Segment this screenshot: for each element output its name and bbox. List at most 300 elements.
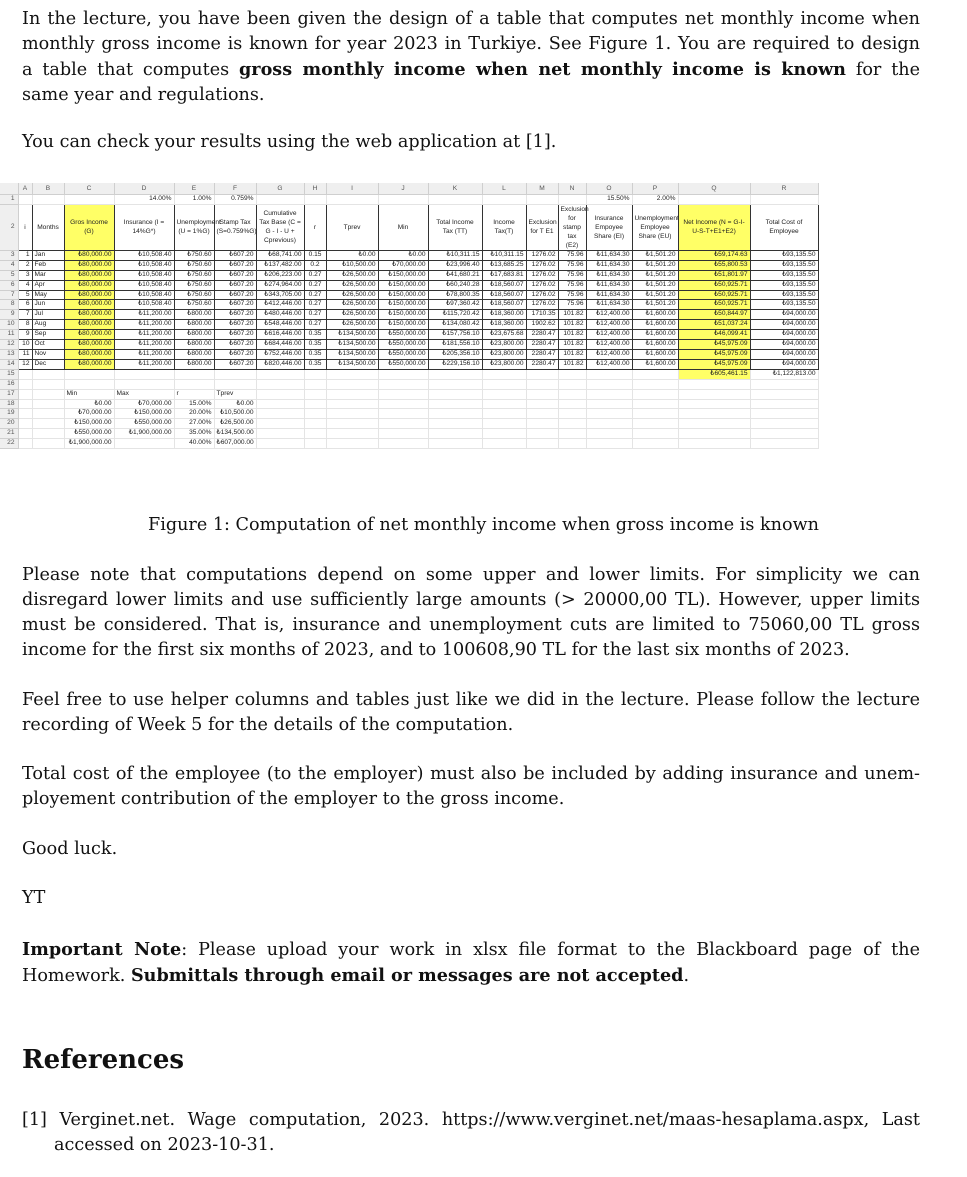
data-cell[interactable]: ₺11,634.30: [586, 300, 632, 310]
column-letter[interactable]: A: [18, 183, 32, 195]
data-cell[interactable]: ₺26,500.00: [326, 300, 378, 310]
rate-cell[interactable]: 2.00%: [632, 195, 678, 205]
data-cell[interactable]: 10: [18, 340, 32, 350]
column-letter[interactable]: M: [526, 183, 558, 195]
row-number[interactable]: 2: [0, 204, 18, 250]
column-letter[interactable]: R: [750, 183, 818, 195]
data-cell[interactable]: Jun: [32, 300, 64, 310]
data-cell[interactable]: ₺93,135.50: [750, 250, 818, 260]
row-number[interactable]: 13: [0, 349, 18, 359]
data-cell[interactable]: ₺10,508.40: [114, 290, 174, 300]
data-cell[interactable]: 101.82: [558, 340, 586, 350]
cell[interactable]: [482, 379, 526, 389]
data-cell[interactable]: 0.27: [304, 310, 326, 320]
data-cell[interactable]: ₺80,000.00: [64, 349, 114, 359]
data-cell[interactable]: 11: [18, 349, 32, 359]
bracket-cell[interactable]: 35.00%: [174, 429, 214, 439]
data-cell[interactable]: ₺80,000.00: [64, 310, 114, 320]
bracket-cell[interactable]: ₺607,000.00: [214, 439, 256, 449]
data-cell[interactable]: ₺134,500.00: [326, 330, 378, 340]
data-cell[interactable]: ₺181,556.10: [428, 340, 482, 350]
data-cell[interactable]: ₺11,634.30: [586, 260, 632, 270]
data-cell[interactable]: ₺412,446.00: [256, 300, 304, 310]
cell[interactable]: [256, 389, 304, 399]
bracket-cell[interactable]: 20.00%: [174, 409, 214, 419]
row-number[interactable]: 20: [0, 419, 18, 429]
cell[interactable]: [526, 409, 558, 419]
data-cell[interactable]: 1276.02: [526, 290, 558, 300]
data-cell[interactable]: ₺94,000.00: [750, 359, 818, 369]
data-cell[interactable]: ₺10,500.00: [326, 260, 378, 270]
bracket-cell[interactable]: 40.00%: [174, 439, 214, 449]
cell[interactable]: [526, 439, 558, 449]
cell[interactable]: [558, 369, 586, 379]
data-cell[interactable]: ₺150,000.00: [378, 270, 428, 280]
data-cell[interactable]: 12: [18, 359, 32, 369]
data-cell[interactable]: ₺115,720.42: [428, 310, 482, 320]
data-cell[interactable]: ₺1,600.00: [632, 349, 678, 359]
bracket-cell[interactable]: ₺0.00: [64, 399, 114, 409]
cell[interactable]: [428, 399, 482, 409]
data-cell[interactable]: 1276.02: [526, 260, 558, 270]
cell[interactable]: [750, 419, 818, 429]
column-header[interactable]: Income Tax(T): [482, 204, 526, 250]
data-cell[interactable]: ₺80,000.00: [64, 320, 114, 330]
data-cell[interactable]: ₺93,135.50: [750, 260, 818, 270]
data-cell[interactable]: ₺800.00: [174, 349, 214, 359]
bracket-cell[interactable]: ₺150,000.00: [64, 419, 114, 429]
cell[interactable]: [678, 399, 750, 409]
data-cell[interactable]: ₺229,156.10: [428, 359, 482, 369]
column-header[interactable]: Total Income Tax (TT): [428, 204, 482, 250]
data-cell[interactable]: ₺45,975.09: [678, 340, 750, 350]
cell[interactable]: [482, 195, 526, 205]
data-cell[interactable]: 75.96: [558, 260, 586, 270]
data-cell[interactable]: ₺23,675.68: [482, 330, 526, 340]
data-cell[interactable]: 5: [18, 290, 32, 300]
data-cell[interactable]: ₺616,446.00: [256, 330, 304, 340]
data-cell[interactable]: ₺23,800.00: [482, 340, 526, 350]
cell[interactable]: [586, 409, 632, 419]
data-cell[interactable]: 75.96: [558, 270, 586, 280]
data-cell[interactable]: ₺1,600.00: [632, 310, 678, 320]
cell[interactable]: [586, 389, 632, 399]
cell[interactable]: [750, 379, 818, 389]
bracket-cell[interactable]: r: [174, 389, 214, 399]
cell[interactable]: [428, 439, 482, 449]
cell[interactable]: [378, 429, 428, 439]
bracket-cell[interactable]: ₺70,000.00: [114, 399, 174, 409]
data-cell[interactable]: ₺607.20: [214, 330, 256, 340]
row-number[interactable]: 9: [0, 310, 18, 320]
cell[interactable]: [428, 369, 482, 379]
data-cell[interactable]: 2280.47: [526, 330, 558, 340]
data-cell[interactable]: ₺752,446.00: [256, 349, 304, 359]
data-cell[interactable]: ₺550,000.00: [378, 349, 428, 359]
data-cell[interactable]: ₺750.60: [174, 270, 214, 280]
data-cell[interactable]: ₺800.00: [174, 340, 214, 350]
column-letter[interactable]: L: [482, 183, 526, 195]
rate-cell[interactable]: 15.50%: [586, 195, 632, 205]
cell[interactable]: [750, 389, 818, 399]
cell[interactable]: [750, 399, 818, 409]
cell[interactable]: [214, 379, 256, 389]
data-cell[interactable]: ₺23,996.40: [428, 260, 482, 270]
data-cell[interactable]: ₺10,508.40: [114, 250, 174, 260]
data-cell[interactable]: ₺1,600.00: [632, 340, 678, 350]
cell[interactable]: [378, 439, 428, 449]
data-cell[interactable]: ₺11,200.00: [114, 349, 174, 359]
data-cell[interactable]: ₺11,634.30: [586, 250, 632, 260]
bracket-cell[interactable]: 27.00%: [174, 419, 214, 429]
data-cell[interactable]: ₺93,135.50: [750, 300, 818, 310]
data-cell[interactable]: Aug: [32, 320, 64, 330]
cell[interactable]: [378, 379, 428, 389]
cell[interactable]: [326, 399, 378, 409]
row-number[interactable]: 17: [0, 389, 18, 399]
data-cell[interactable]: ₺800.00: [174, 320, 214, 330]
cell[interactable]: [428, 409, 482, 419]
bracket-cell[interactable]: Min: [64, 389, 114, 399]
cell[interactable]: [18, 195, 32, 205]
cell[interactable]: [64, 195, 114, 205]
cell[interactable]: [256, 379, 304, 389]
cell[interactable]: [526, 195, 558, 205]
data-cell[interactable]: ₺150,000.00: [378, 310, 428, 320]
data-cell[interactable]: Apr: [32, 280, 64, 290]
data-cell[interactable]: ₺1,501.20: [632, 250, 678, 260]
data-cell[interactable]: 1: [18, 250, 32, 260]
data-cell[interactable]: ₺93,135.50: [750, 280, 818, 290]
data-cell[interactable]: ₺607.20: [214, 340, 256, 350]
data-cell[interactable]: ₺18,560.07: [482, 300, 526, 310]
row-number[interactable]: 11: [0, 330, 18, 340]
bracket-cell[interactable]: [114, 439, 174, 449]
cell[interactable]: [428, 195, 482, 205]
data-cell[interactable]: 75.96: [558, 280, 586, 290]
data-cell[interactable]: 0.35: [304, 330, 326, 340]
row-number[interactable]: 16: [0, 379, 18, 389]
data-cell[interactable]: ₺150,000.00: [378, 320, 428, 330]
data-cell[interactable]: ₺97,360.42: [428, 300, 482, 310]
data-cell[interactable]: ₺11,200.00: [114, 310, 174, 320]
cell[interactable]: [750, 429, 818, 439]
data-cell[interactable]: ₺45,975.09: [678, 349, 750, 359]
row-number[interactable]: 21: [0, 429, 18, 439]
column-letter[interactable]: I: [326, 183, 378, 195]
cell[interactable]: [526, 399, 558, 409]
data-cell[interactable]: ₺78,800.35: [428, 290, 482, 300]
column-letter[interactable]: F: [214, 183, 256, 195]
data-cell[interactable]: 0.27: [304, 300, 326, 310]
data-cell[interactable]: ₺50,925.71: [678, 300, 750, 310]
cell[interactable]: [18, 369, 32, 379]
cell[interactable]: [586, 399, 632, 409]
cell[interactable]: [632, 409, 678, 419]
data-cell[interactable]: ₺137,482.00: [256, 260, 304, 270]
cell[interactable]: [32, 379, 64, 389]
data-cell[interactable]: 101.82: [558, 310, 586, 320]
rate-cell[interactable]: 0.759%: [214, 195, 256, 205]
cell[interactable]: [326, 409, 378, 419]
column-header[interactable]: Total Cost of Employee: [750, 204, 818, 250]
data-cell[interactable]: 101.82: [558, 349, 586, 359]
data-cell[interactable]: ₺80,000.00: [64, 250, 114, 260]
data-cell[interactable]: ₺206,223.00: [256, 270, 304, 280]
data-cell[interactable]: ₺55,800.53: [678, 260, 750, 270]
cell[interactable]: [326, 439, 378, 449]
bracket-cell[interactable]: ₺26,500.00: [214, 419, 256, 429]
data-cell[interactable]: 2280.47: [526, 359, 558, 369]
data-cell[interactable]: ₺548,446.00: [256, 320, 304, 330]
cell[interactable]: [482, 429, 526, 439]
cell[interactable]: [174, 379, 214, 389]
cell[interactable]: [586, 369, 632, 379]
cell[interactable]: [326, 419, 378, 429]
cell[interactable]: [32, 399, 64, 409]
data-cell[interactable]: ₺1,501.20: [632, 300, 678, 310]
total-cell[interactable]: ₺1,122,813.00: [750, 369, 818, 379]
data-cell[interactable]: ₺1,600.00: [632, 359, 678, 369]
cell[interactable]: [632, 439, 678, 449]
cell[interactable]: [304, 379, 326, 389]
cell[interactable]: [558, 409, 586, 419]
data-cell[interactable]: ₺11,200.00: [114, 340, 174, 350]
data-cell[interactable]: 0.15: [304, 250, 326, 260]
cell[interactable]: [558, 429, 586, 439]
data-cell[interactable]: ₺10,508.40: [114, 260, 174, 270]
cell[interactable]: [256, 409, 304, 419]
cell[interactable]: [632, 429, 678, 439]
data-cell[interactable]: ₺11,634.30: [586, 270, 632, 280]
cell[interactable]: [18, 389, 32, 399]
data-cell[interactable]: ₺50,925.71: [678, 280, 750, 290]
data-cell[interactable]: ₺26,500.00: [326, 310, 378, 320]
bracket-cell[interactable]: Max: [114, 389, 174, 399]
cell[interactable]: [482, 399, 526, 409]
bracket-cell[interactable]: 15.00%: [174, 399, 214, 409]
data-cell[interactable]: ₺13,685.25: [482, 260, 526, 270]
data-cell[interactable]: ₺18,360.00: [482, 320, 526, 330]
cell[interactable]: [526, 379, 558, 389]
data-cell[interactable]: ₺70,000.00: [378, 260, 428, 270]
cell[interactable]: [428, 429, 482, 439]
cell[interactable]: [526, 389, 558, 399]
data-cell[interactable]: ₺26,500.00: [326, 270, 378, 280]
data-cell[interactable]: ₺51,801.97: [678, 270, 750, 280]
data-cell[interactable]: ₺18,560.07: [482, 280, 526, 290]
column-letter[interactable]: E: [174, 183, 214, 195]
data-cell[interactable]: ₺0.00: [378, 250, 428, 260]
cell[interactable]: [558, 389, 586, 399]
row-number[interactable]: 7: [0, 290, 18, 300]
cell[interactable]: [32, 429, 64, 439]
column-letter[interactable]: B: [32, 183, 64, 195]
data-cell[interactable]: ₺94,000.00: [750, 310, 818, 320]
cell[interactable]: [632, 369, 678, 379]
cell[interactable]: [482, 439, 526, 449]
data-cell[interactable]: ₺18,560.07: [482, 290, 526, 300]
data-cell[interactable]: ₺150,000.00: [378, 300, 428, 310]
column-header[interactable]: Unemployment Employee Share (EU): [632, 204, 678, 250]
data-cell[interactable]: ₺800.00: [174, 310, 214, 320]
data-cell[interactable]: 2: [18, 260, 32, 270]
data-cell[interactable]: 3: [18, 270, 32, 280]
data-cell[interactable]: 1276.02: [526, 270, 558, 280]
cell[interactable]: [482, 369, 526, 379]
rate-cell[interactable]: 1.00%: [174, 195, 214, 205]
cell[interactable]: [114, 369, 174, 379]
cell[interactable]: [304, 419, 326, 429]
data-cell[interactable]: Feb: [32, 260, 64, 270]
data-cell[interactable]: ₺820,446.00: [256, 359, 304, 369]
data-cell[interactable]: ₺12,400.00: [586, 310, 632, 320]
data-cell[interactable]: ₺26,500.00: [326, 280, 378, 290]
data-cell[interactable]: ₺80,000.00: [64, 300, 114, 310]
data-cell[interactable]: ₺550,000.00: [378, 330, 428, 340]
data-cell[interactable]: 0.27: [304, 290, 326, 300]
column-letter[interactable]: C: [64, 183, 114, 195]
data-cell[interactable]: ₺205,356.10: [428, 349, 482, 359]
data-cell[interactable]: ₺150,000.00: [378, 290, 428, 300]
data-cell[interactable]: ₺607.20: [214, 280, 256, 290]
data-cell[interactable]: ₺1,600.00: [632, 320, 678, 330]
data-cell[interactable]: ₺607.20: [214, 310, 256, 320]
cell[interactable]: [558, 379, 586, 389]
cell[interactable]: [678, 409, 750, 419]
row-number[interactable]: 6: [0, 280, 18, 290]
data-cell[interactable]: ₺134,500.00: [326, 340, 378, 350]
cell[interactable]: [304, 399, 326, 409]
data-cell[interactable]: ₺800.00: [174, 330, 214, 340]
data-cell[interactable]: ₺11,200.00: [114, 359, 174, 369]
cell[interactable]: [378, 419, 428, 429]
column-header[interactable]: Months: [32, 204, 64, 250]
cell[interactable]: [304, 369, 326, 379]
data-cell[interactable]: Dec: [32, 359, 64, 369]
cell[interactable]: [256, 419, 304, 429]
data-cell[interactable]: ₺1,600.00: [632, 330, 678, 340]
data-cell[interactable]: ₺23,800.00: [482, 359, 526, 369]
cell[interactable]: [558, 195, 586, 205]
cell[interactable]: [378, 195, 428, 205]
cell[interactable]: [304, 439, 326, 449]
data-cell[interactable]: 9: [18, 330, 32, 340]
data-cell[interactable]: 1902.62: [526, 320, 558, 330]
data-cell[interactable]: 75.96: [558, 300, 586, 310]
data-cell[interactable]: Oct: [32, 340, 64, 350]
cell[interactable]: [586, 379, 632, 389]
cell[interactable]: [678, 389, 750, 399]
cell[interactable]: [256, 399, 304, 409]
data-cell[interactable]: ₺11,200.00: [114, 330, 174, 340]
bracket-cell[interactable]: ₺550,000.00: [114, 419, 174, 429]
cell[interactable]: [304, 409, 326, 419]
cell[interactable]: [214, 369, 256, 379]
row-number[interactable]: 1: [0, 195, 18, 205]
cell[interactable]: [678, 419, 750, 429]
data-cell[interactable]: ₺26,500.00: [326, 320, 378, 330]
bracket-cell[interactable]: ₺1,900,000.00: [64, 439, 114, 449]
data-cell[interactable]: ₺607.20: [214, 260, 256, 270]
data-cell[interactable]: Jul: [32, 310, 64, 320]
column-header[interactable]: Tprev: [326, 204, 378, 250]
data-cell[interactable]: 1276.02: [526, 300, 558, 310]
column-letter[interactable]: G: [256, 183, 304, 195]
data-cell[interactable]: 0.27: [304, 270, 326, 280]
data-cell[interactable]: ₺607.20: [214, 320, 256, 330]
cell[interactable]: [64, 369, 114, 379]
cell[interactable]: [632, 379, 678, 389]
cell[interactable]: [558, 399, 586, 409]
cell[interactable]: [428, 379, 482, 389]
column-header[interactable]: Net Income (N = G-I-U-S-T+E1+E2): [678, 204, 750, 250]
data-cell[interactable]: 2280.47: [526, 340, 558, 350]
data-cell[interactable]: ₺80,000.00: [64, 330, 114, 340]
row-number[interactable]: 18: [0, 399, 18, 409]
data-cell[interactable]: 0.27: [304, 320, 326, 330]
bracket-cell[interactable]: ₺134,500.00: [214, 429, 256, 439]
data-cell[interactable]: ₺12,400.00: [586, 320, 632, 330]
data-cell[interactable]: ₺750.60: [174, 290, 214, 300]
data-cell[interactable]: ₺750.60: [174, 260, 214, 270]
column-header[interactable]: Insurance Empoyee Share (EI): [586, 204, 632, 250]
data-cell[interactable]: ₺26,500.00: [326, 290, 378, 300]
data-cell[interactable]: ₺80,000.00: [64, 270, 114, 280]
row-number[interactable]: 22: [0, 439, 18, 449]
column-header[interactable]: Exclusion for T E1: [526, 204, 558, 250]
data-cell[interactable]: ₺17,683.81: [482, 270, 526, 280]
data-cell[interactable]: 0.35: [304, 340, 326, 350]
column-header[interactable]: r: [304, 204, 326, 250]
data-cell[interactable]: ₺134,500.00: [326, 349, 378, 359]
cell[interactable]: [304, 195, 326, 205]
cell[interactable]: [326, 389, 378, 399]
data-cell[interactable]: ₺41,680.21: [428, 270, 482, 280]
cell[interactable]: [632, 389, 678, 399]
data-cell[interactable]: 1276.02: [526, 250, 558, 260]
cell[interactable]: [586, 439, 632, 449]
data-cell[interactable]: ₺80,000.00: [64, 340, 114, 350]
data-cell[interactable]: ₺12,400.00: [586, 359, 632, 369]
cell[interactable]: [632, 419, 678, 429]
column-letter[interactable]: H: [304, 183, 326, 195]
data-cell[interactable]: ₺684,446.00: [256, 340, 304, 350]
data-cell[interactable]: ₺94,000.00: [750, 340, 818, 350]
cell[interactable]: [428, 419, 482, 429]
column-letter[interactable]: P: [632, 183, 678, 195]
cell[interactable]: [632, 399, 678, 409]
data-cell[interactable]: ₺800.00: [174, 359, 214, 369]
cell[interactable]: [326, 379, 378, 389]
cell[interactable]: [482, 409, 526, 419]
column-header[interactable]: Gros Income (G): [64, 204, 114, 250]
cell[interactable]: [32, 369, 64, 379]
data-cell[interactable]: ₺550,000.00: [378, 340, 428, 350]
data-cell[interactable]: ₺59,174.63: [678, 250, 750, 260]
total-cell[interactable]: ₺605,461.15: [678, 369, 750, 379]
data-cell[interactable]: ₺18,360.00: [482, 310, 526, 320]
column-header[interactable]: Stamp Tax (S=0.759%G): [214, 204, 256, 250]
cell[interactable]: [326, 369, 378, 379]
cell[interactable]: [18, 379, 32, 389]
column-header[interactable]: Exclusion for stamp tax (E2): [558, 204, 586, 250]
data-cell[interactable]: ₺50,844.97: [678, 310, 750, 320]
data-cell[interactable]: 8: [18, 320, 32, 330]
data-cell[interactable]: 4: [18, 280, 32, 290]
data-cell[interactable]: ₺10,508.40: [114, 280, 174, 290]
bracket-cell[interactable]: ₺1,900,000.00: [114, 429, 174, 439]
